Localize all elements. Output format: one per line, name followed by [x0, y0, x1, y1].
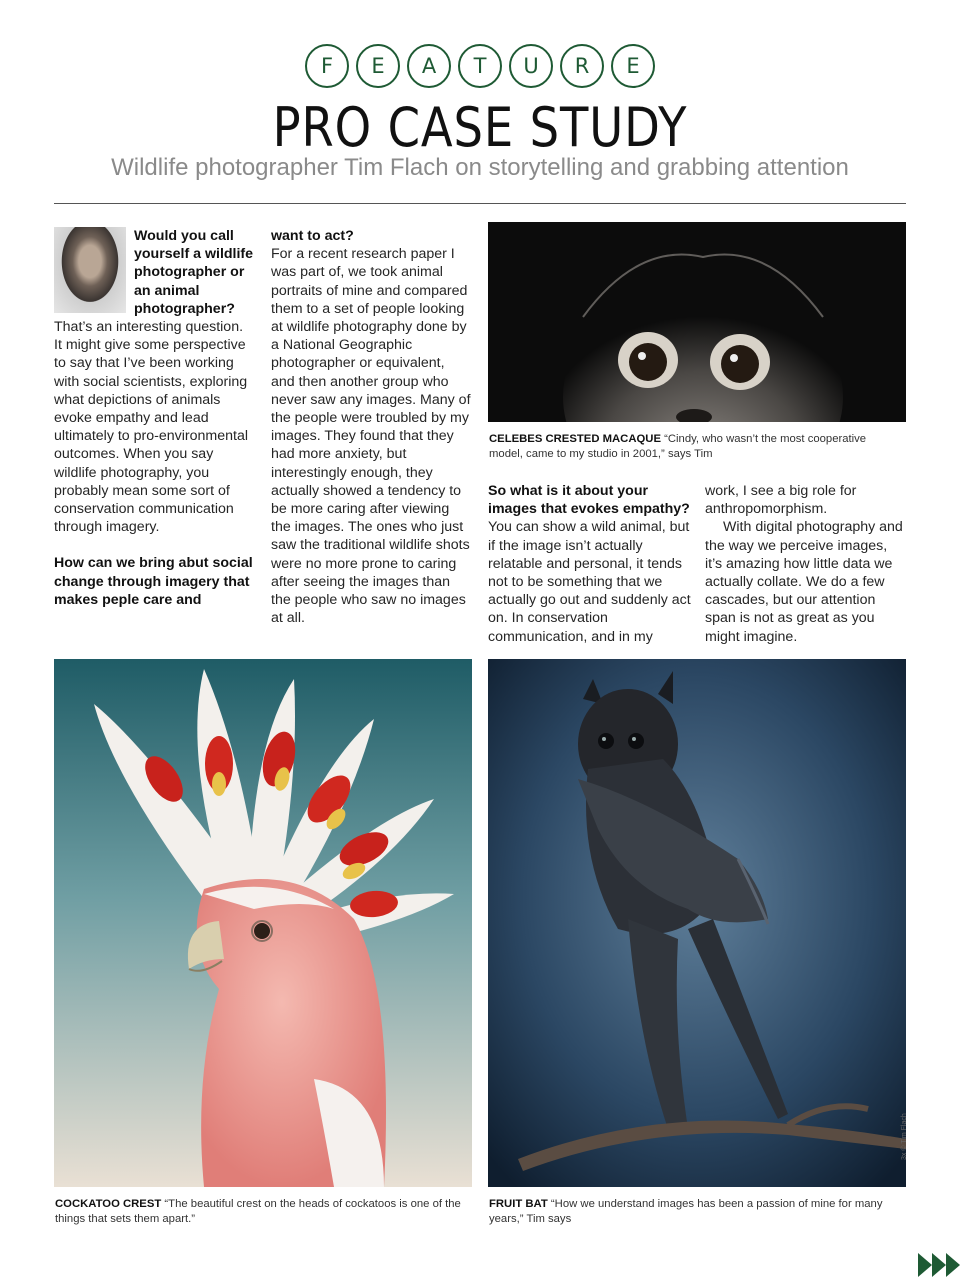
photo-credit: 3x © Tim Flach	[901, 1113, 908, 1160]
question-2: How can we bring abut social change through imagery that makes peple care and	[54, 555, 253, 608]
kicker-letter: F	[305, 44, 349, 88]
macaque-eye	[629, 343, 667, 381]
caption-title: CELEBES CRESTED MACAQUE	[489, 433, 661, 445]
caption-text: “The beautiful crest on the heads of cockatoos is one of the things that sets them apart.”	[55, 1198, 461, 1225]
author-portrait	[54, 227, 126, 313]
macaque-eye	[721, 345, 759, 383]
caption-text: “Cindy, who wasn’t the most cooperative model, came to my studio in 2001,” says Tim	[489, 433, 867, 460]
answer-3: You can show a wild animal, but if the image isn’t actually relatable and personal, it tends not to be something that we actually go out and suddenly act on. In conservation communication, and in my	[488, 519, 691, 645]
kicker-letter: R	[560, 44, 604, 88]
kicker-letter: E	[356, 44, 400, 88]
kicker-letter: U	[509, 44, 553, 88]
cockatoo-eye	[254, 923, 270, 939]
caption-text: “How we understand images has been a passion of mine for many years,” Tim says	[489, 1198, 883, 1225]
cockatoo-photo	[54, 659, 472, 1187]
question-3: So what is it about your images that evokes empathy?	[488, 483, 690, 518]
text-column-3	[488, 482, 693, 646]
macaque-caption	[489, 432, 899, 462]
answer-3-end: work, I see a big role for anthropomorphism.	[705, 483, 857, 518]
feature-kicker	[0, 44, 960, 88]
kicker-letter: E	[611, 44, 655, 88]
answer-2: For a recent research paper I was part of, we took animal portraits of mine and compared them to a set of people looking at wildlife photography done by a National Geographic photographer or equivalent, and then another group who never saw any images. Many of the people were troubled by my images. They found that they had more anxiety, but interestingly enough, they actually showed a tendency to be more caring after viewing the images. The ones who just saw the traditional wildlife shots were no more prone to caring after seeing the images than the people who saw no images at all.	[271, 246, 471, 627]
text-column-4	[705, 482, 905, 646]
answer-4: With digital photography and the way we perceive images, it’s amazing how little data we actually collate. We do a few cascades, but our attention span is not as great as you might imagine.	[705, 519, 903, 645]
caption-title: FRUIT BAT	[489, 1198, 548, 1210]
next-page-arrows[interactable]	[918, 1253, 960, 1277]
arrow-icon	[918, 1253, 932, 1277]
page-title: PRO CASE STUDY	[272, 96, 688, 159]
kicker-letter: A	[407, 44, 451, 88]
standfirst: Wildlife photographer Tim Flach on storytelling and grabbing attention	[111, 154, 849, 181]
fruit-bat-photo	[488, 659, 906, 1187]
arrow-icon	[946, 1253, 960, 1277]
arrow-icon	[932, 1253, 946, 1277]
fruit-bat-caption	[489, 1197, 899, 1227]
header-divider	[54, 203, 906, 204]
macaque-photo	[488, 222, 906, 422]
question-1: Would you call yourself a wildlife photographer or an animal photographer?	[134, 228, 254, 317]
text-column-2	[271, 227, 471, 627]
caption-title: COCKATOO CREST	[55, 1198, 162, 1210]
cockatoo-caption	[55, 1197, 475, 1227]
question-2-end: want to act?	[271, 228, 354, 244]
text-column-1	[54, 227, 254, 609]
answer-1: That’s an interesting question. It might give some perspective to say that I’ve been working with social scientists, exploring what depictions of animals evoke empathy and lead ultimately to pro-environmental outcomes. When you say wildlife photography, you probably mean some sort of conservation communication through imagery.	[54, 319, 248, 536]
macaque-head	[563, 282, 843, 422]
kicker-letter: T	[458, 44, 502, 88]
